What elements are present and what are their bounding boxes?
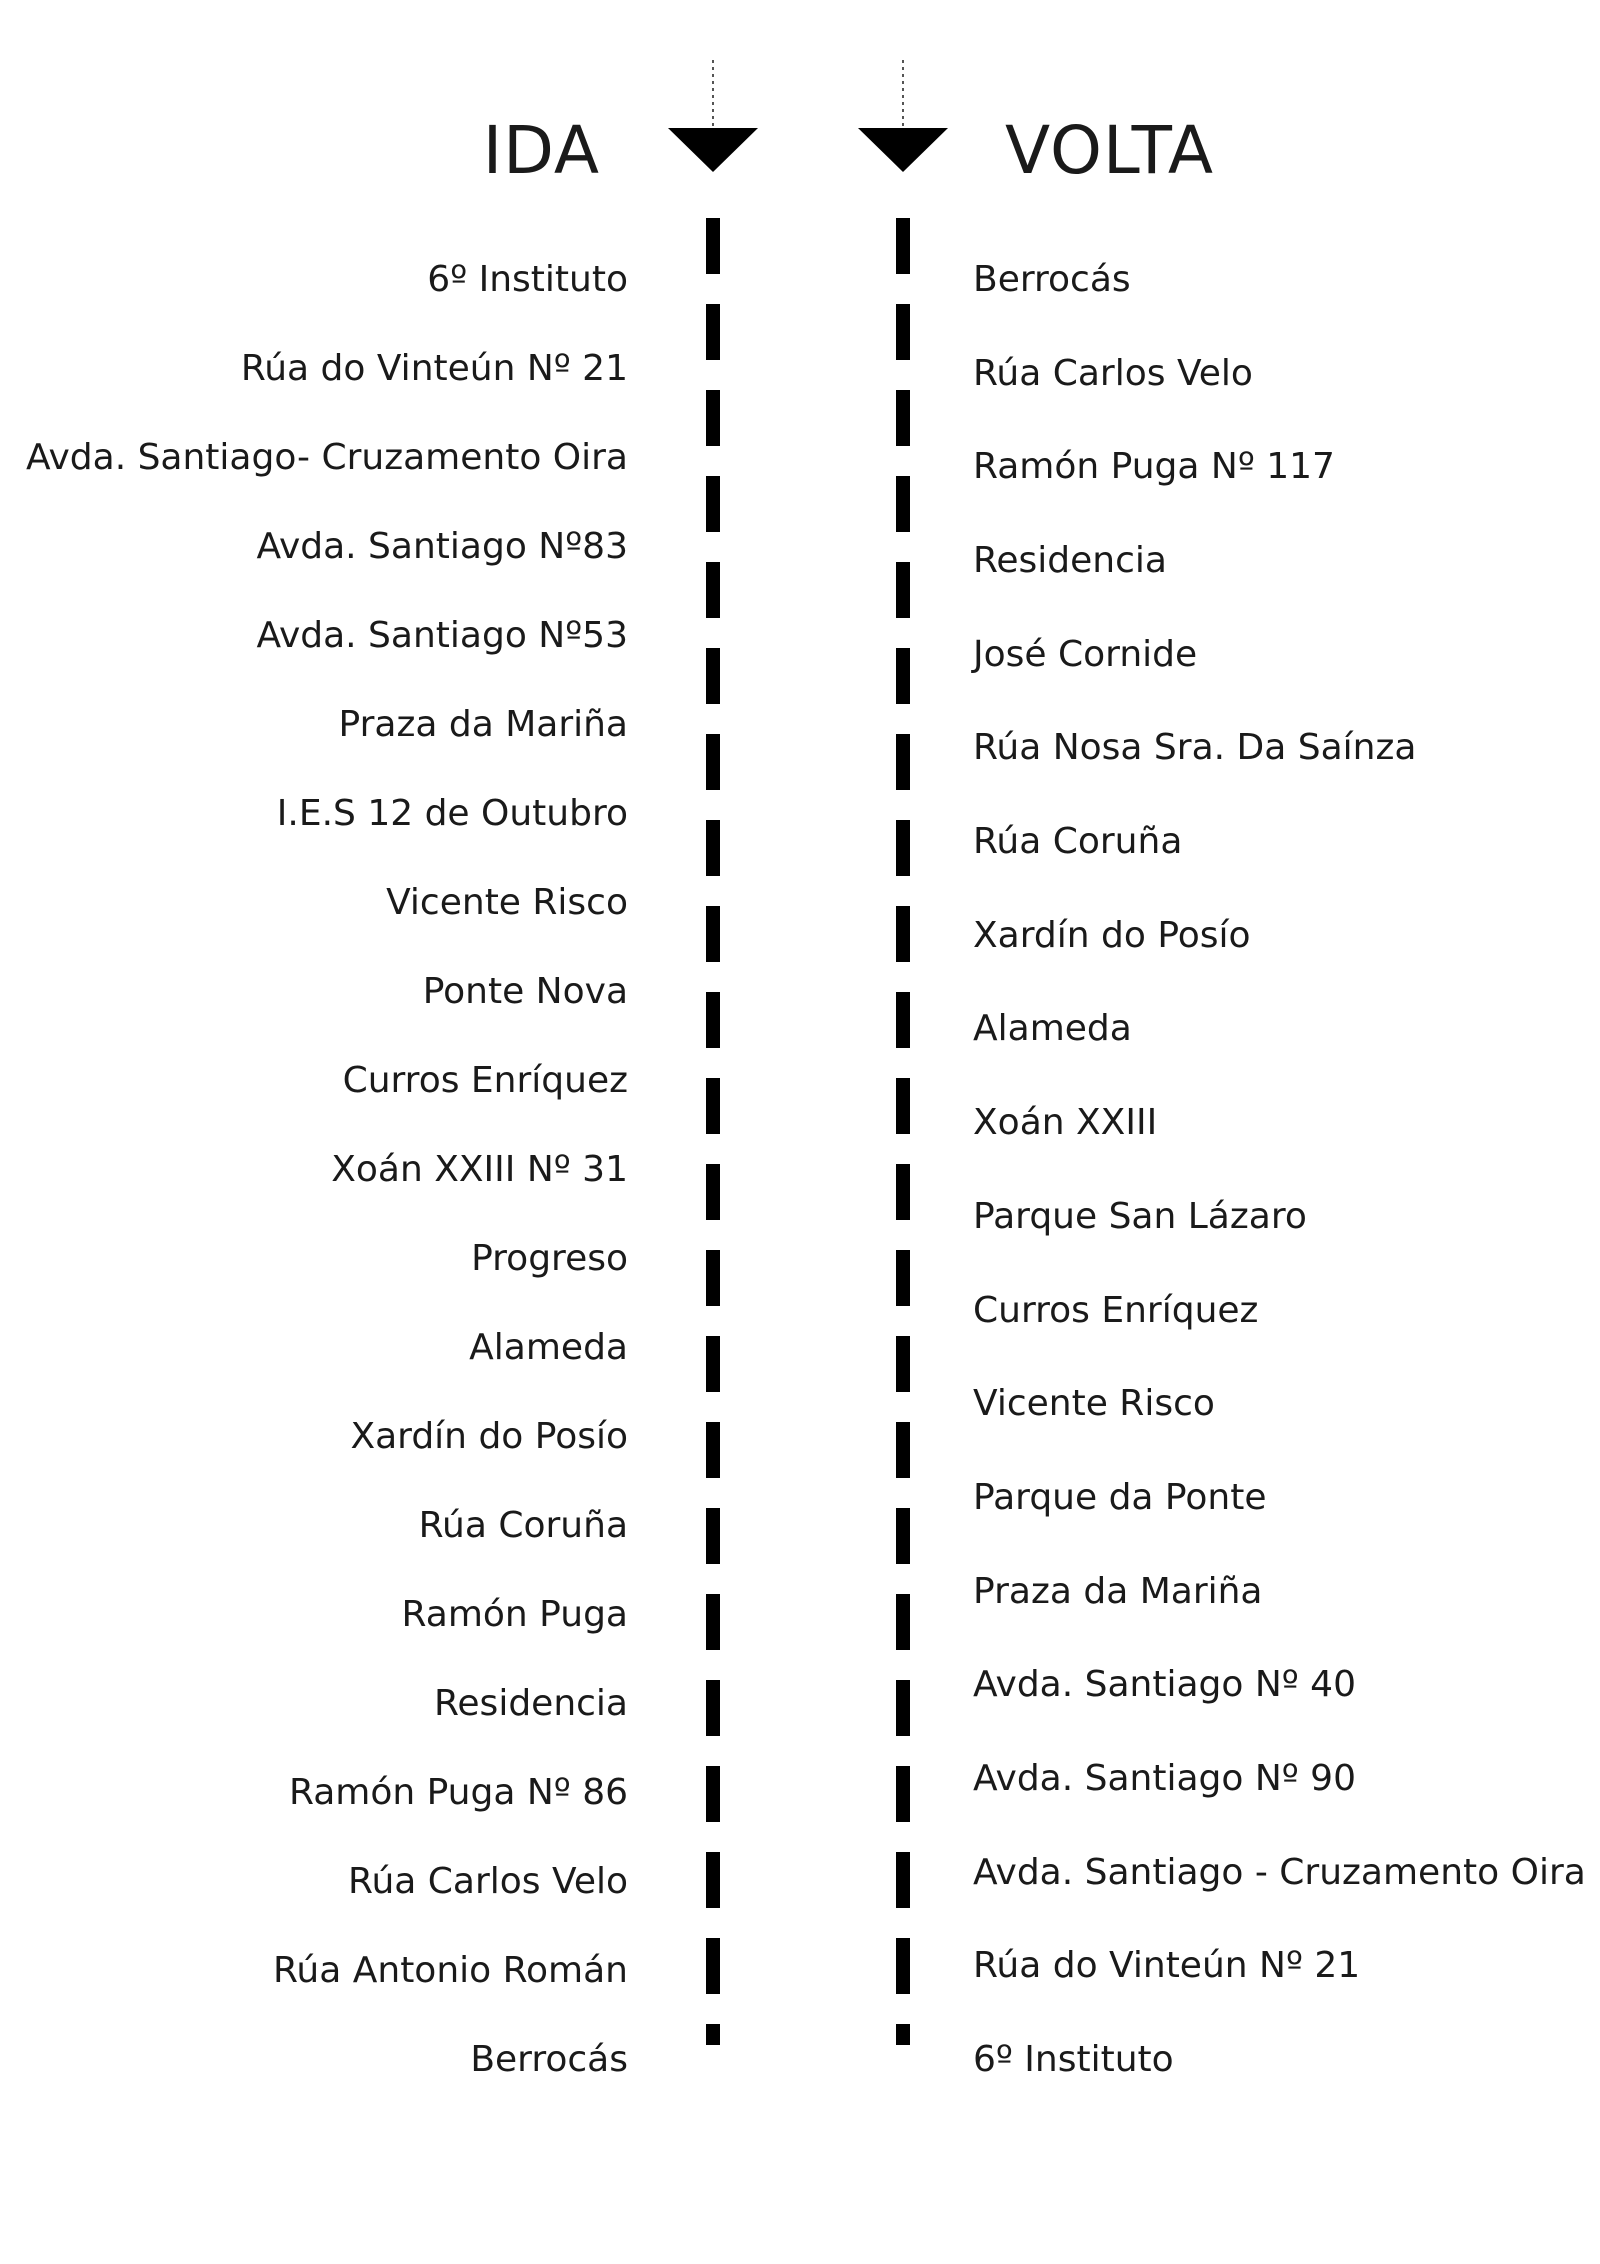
volta-stop: Residencia xyxy=(973,540,1167,582)
ida-stop: Ramón Puga xyxy=(401,1594,628,1635)
ida-stop: Rúa do Vinteún Nº 21 xyxy=(240,348,628,389)
volta-stop: Praza da Mariña xyxy=(973,1570,1263,1612)
ida-stop: Xoán XXIII Nº 31 xyxy=(331,1149,628,1190)
volta-stop: Rúa Nosa Sra. Da Saínza xyxy=(973,727,1417,769)
volta-stop: Ramón Puga Nº 117 xyxy=(973,446,1335,488)
volta-stop: Avda. Santiago Nº 90 xyxy=(973,1757,1356,1799)
volta-stop: Avda. Santiago - Cruzamento Oira xyxy=(973,1851,1586,1893)
ida-stop: Residencia xyxy=(434,1683,628,1724)
ida-title: IDA xyxy=(482,112,600,189)
volta-stop: Curros Enríquez xyxy=(973,1289,1259,1331)
ida-stop: I.E.S 12 de Outubro xyxy=(276,793,628,834)
volta-stop: Rúa do Vinteún Nº 21 xyxy=(973,1945,1361,1987)
volta-stop: Alameda xyxy=(973,1008,1132,1050)
ida-stop: Xardín do Posío xyxy=(350,1416,628,1457)
ida-stop: Rúa Coruña xyxy=(418,1505,628,1546)
volta-stop: Xardín do Posío xyxy=(973,914,1251,956)
ida-stop: Rúa Antonio Román xyxy=(273,1950,628,1991)
volta-stop: Rúa Coruña xyxy=(973,821,1183,863)
volta-stop: Berrocás xyxy=(973,259,1131,300)
volta-stop: Parque San Lázaro xyxy=(973,1195,1307,1237)
ida-stop: Ponte Nova xyxy=(422,971,628,1012)
volta-stop: Xoán XXIII xyxy=(973,1102,1158,1144)
ida-stop: Avda. Santiago- Cruzamento Oira xyxy=(25,437,628,478)
ida-stop: Progreso xyxy=(471,1238,628,1279)
ida-stop: Ramón Puga Nº 86 xyxy=(288,1772,628,1813)
ida-stop: Vicente Risco xyxy=(386,882,628,923)
volta-stop: Vicente Risco xyxy=(973,1383,1215,1425)
ida-stop: 6º Instituto xyxy=(427,259,628,300)
volta-stop: Rúa Carlos Velo xyxy=(973,352,1253,394)
volta-stop: José Cornide xyxy=(973,633,1198,675)
volta-stop: 6º Instituto xyxy=(973,2039,1174,2080)
ida-stop: Praza da Mariña xyxy=(338,704,628,745)
ida-stop: Berrocás xyxy=(470,2039,628,2080)
volta-title: VOLTA xyxy=(1005,112,1214,189)
ida-stop: Alameda xyxy=(469,1327,628,1368)
ida-stop: Avda. Santiago Nº53 xyxy=(256,615,628,656)
ida-stop: Curros Enríquez xyxy=(342,1060,628,1101)
volta-stop: Parque da Ponte xyxy=(973,1476,1267,1518)
volta-stop: Avda. Santiago Nº 40 xyxy=(973,1664,1356,1706)
volta-direction-arrow-icon xyxy=(858,128,948,172)
ida-direction-arrow-icon xyxy=(668,128,758,172)
ida-stop: Rúa Carlos Velo xyxy=(348,1861,628,1902)
ida-stop: Avda. Santiago Nº83 xyxy=(256,526,628,567)
